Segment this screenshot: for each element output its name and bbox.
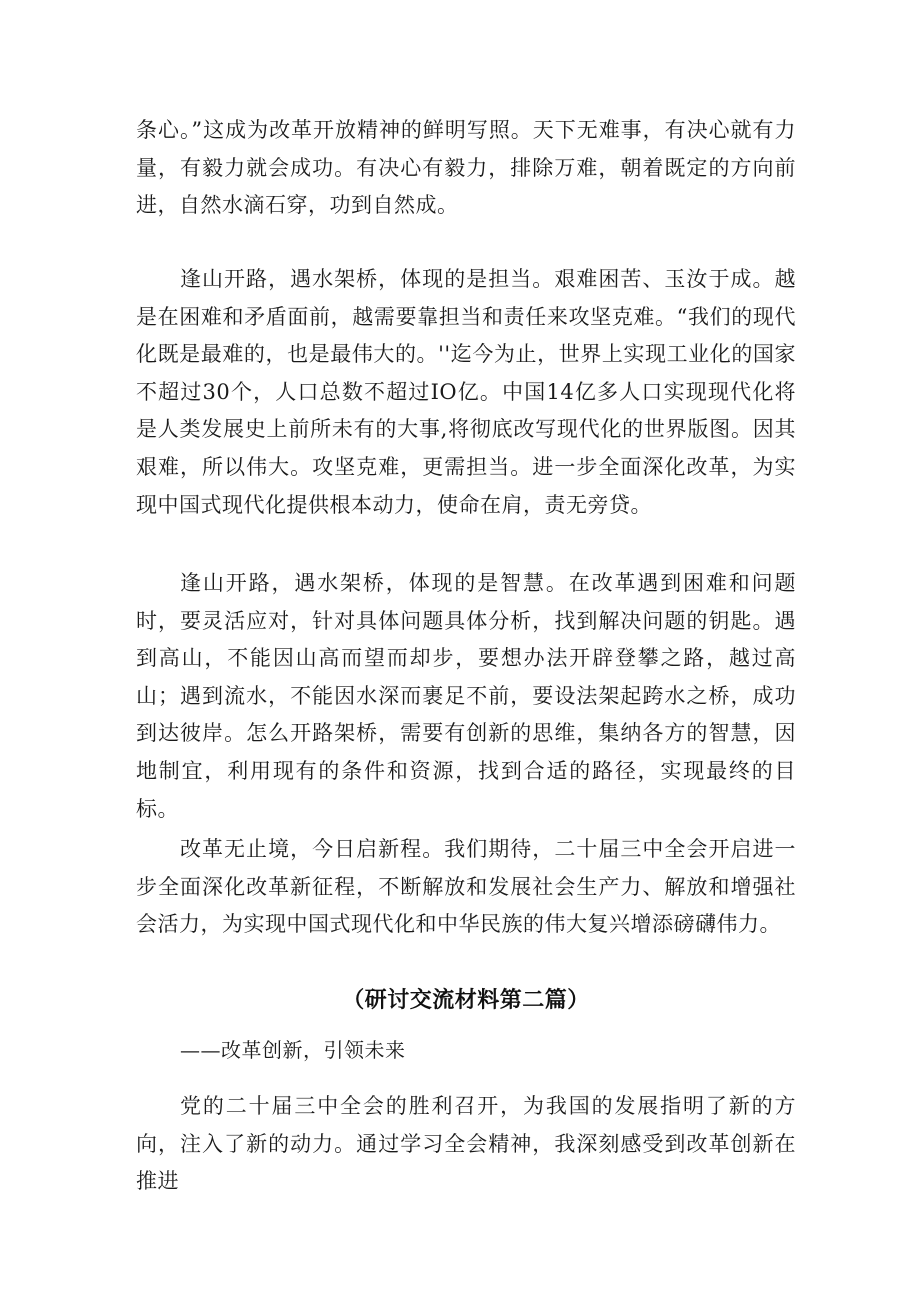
section-subtitle: ——改革创新，引领未来	[180, 1038, 406, 1062]
paragraph-opening: 党的二十届三中全会的胜利召开，为我国的发展指明了新的方向，注入了新的动力。通过学习全会精神，我深刻感受到改革创新在推进	[136, 1094, 796, 1194]
section-title: （研讨交流材料第二篇）	[342, 988, 590, 1013]
paragraph-wisdom: 逢山开路，遇水架桥，体现的是智慧。在改革遇到困难和问题时，要灵活应对，针对具体问题具体分析，找到解决问题的钥匙。遇到高山，不能因山高而望而却步，要想办法开辟登攀之路，越过高山；遇到流水，不能因水深而裹足不前，要设法架起跨水之桥，成功到达彼岸。怎么开路架桥，需要有创新的思维，集纳各方的智慧，因地制宜，利用现有的条件和资源，找到合适的路径，实现最终的目标。	[136, 571, 796, 821]
paragraph-reform-outlook: 改革无止境，今日启新程。我们期待，二十届三中全会开启进一步全面深化改革新征程，不断解放和发展社会生产力、解放和增强社会活力，为实现中国式现代化和中华民族的伟大复兴增添磅礴伟力。	[136, 837, 796, 937]
paragraph-responsibility: 逢山开路，遇水架桥，体现的是担当。艰难困苦、玉汝于成。越是在困难和矛盾面前，越需要靠担当和责任来攻坚克难。“我们的现代化既是最难的，也是最伟大的。''迄今为止，世界上实现工业化的国家不超过30个，人口总数不超过IO亿。中国14亿多人口实现现代化将是人类发展史上前所未有的大事,将彻底改写现代化的世界版图。因其艰难，所以伟大。攻坚克难，更需担当。进一步全面深化改革，为实现中国式现代化提供根本动力，使命在肩，责无旁贷。	[136, 267, 796, 517]
paragraph-continuation: 条心。”这成为改革开放精神的鲜明写照。天下无难事，有决心就有力量，有毅力就会成功。有决心有毅力，排除万难，朝着既定的方向前进，自然水滴石穿，功到自然成。	[136, 118, 796, 218]
